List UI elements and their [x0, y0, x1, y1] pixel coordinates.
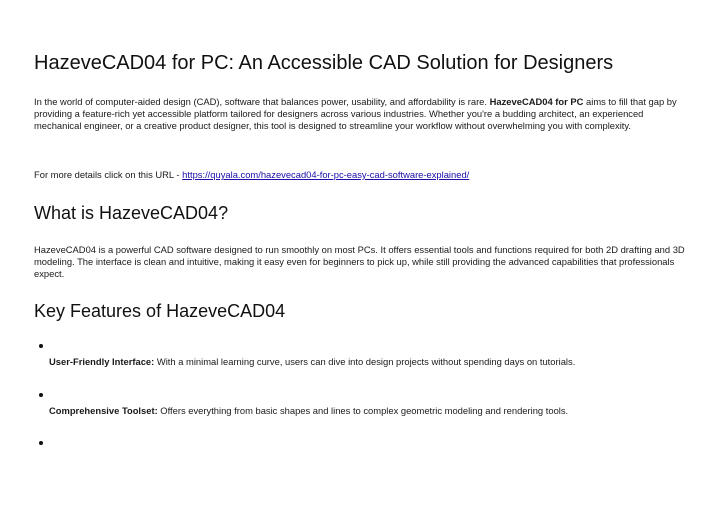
feature-text: [49, 405, 705, 417]
feature-text: [49, 356, 705, 368]
page-title: HazeveCAD04 for PC: An Accessible CAD Solution for Designers: [34, 52, 614, 74]
details-paragraph: [34, 169, 690, 181]
feature-label: Comprehensive Toolset:: [49, 405, 158, 416]
intro-text-start: In the world of computer-aided design (CAD), software that balances power, usability, and affordability is rare.: [34, 96, 490, 107]
bullet-icon: [39, 393, 43, 397]
feature-description: With a minimal learning curve, users can dive into design projects without spending days on tutorials.: [154, 356, 576, 367]
bullet-icon: [39, 441, 43, 445]
details-link[interactable]: https://quyala.com/hazevecad04-for-pc-easy-cad-software-explained/: [182, 169, 470, 180]
section-heading-what-is: What is HazeveCAD04?: [34, 203, 229, 223]
intro-product-name: HazeveCAD04 for PC: [489, 96, 584, 107]
bullet-icon: [39, 344, 43, 348]
section-heading-features: Key Features of HazeveCAD04: [34, 301, 286, 321]
details-text: For more details click on this URL -: [34, 169, 183, 180]
feature-label: User-Friendly Interface:: [49, 356, 155, 367]
intro-text-end: aims to fill that gap by providing a feature-rich yet accessible platform tailored for designers across various industries. Whether you're a budding architect, an experienced mechanical engineer, or a creative product designer, this tool is designed to streamline your workflow without overwhelming you with complexity.: [34, 96, 677, 131]
intro-paragraph: [34, 96, 690, 132]
what-is-paragraph: HazeveCAD04 is a powerful CAD software designed to run smoothly on most PCs. It offers essential tools and functions required for both 2D drafting and 3D modeling. The interface is clean and intuitive, making it easy even for beginners to pick up, while still providing the advanced capabilities that professionals expect.: [34, 244, 685, 279]
feature-description: Offers everything from basic shapes and lines to complex geometric modeling and rendering tools.: [157, 405, 569, 416]
